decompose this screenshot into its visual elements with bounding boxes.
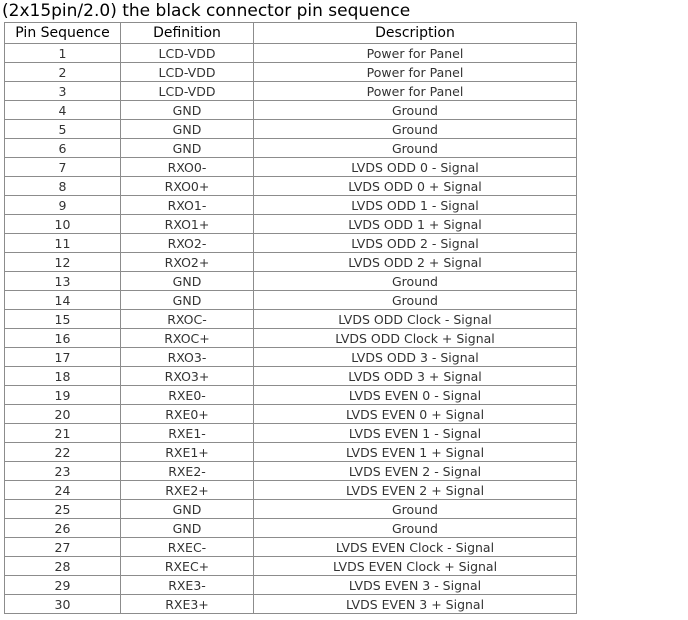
table-row bbox=[5, 519, 577, 538]
cell-definition: LCD-VDD bbox=[121, 44, 254, 63]
table-row bbox=[5, 329, 577, 348]
cell-pin-sequence: 28 bbox=[5, 557, 121, 576]
cell-description: LVDS EVEN 3 + Signal bbox=[254, 595, 577, 614]
table-row bbox=[5, 253, 577, 272]
cell-description: LVDS EVEN 3 - Signal bbox=[254, 576, 577, 595]
table-row bbox=[5, 443, 577, 462]
table-row bbox=[5, 196, 577, 215]
table-row bbox=[5, 291, 577, 310]
cell-description: Ground bbox=[254, 101, 577, 120]
cell-definition: GND bbox=[121, 272, 254, 291]
cell-definition: RXO1- bbox=[121, 196, 254, 215]
cell-definition: RXOC+ bbox=[121, 329, 254, 348]
cell-definition: RXO0- bbox=[121, 158, 254, 177]
cell-pin-sequence: 23 bbox=[5, 462, 121, 481]
cell-pin-sequence: 11 bbox=[5, 234, 121, 253]
table-row bbox=[5, 120, 577, 139]
table-row bbox=[5, 234, 577, 253]
table-row bbox=[5, 348, 577, 367]
cell-definition: RXE1+ bbox=[121, 443, 254, 462]
cell-pin-sequence: 26 bbox=[5, 519, 121, 538]
pin-sequence-table bbox=[4, 22, 577, 614]
table-row bbox=[5, 538, 577, 557]
cell-definition: GND bbox=[121, 291, 254, 310]
cell-pin-sequence: 19 bbox=[5, 386, 121, 405]
cell-definition: RXE3- bbox=[121, 576, 254, 595]
table-row bbox=[5, 44, 577, 63]
cell-pin-sequence: 20 bbox=[5, 405, 121, 424]
table-row bbox=[5, 272, 577, 291]
cell-description: LVDS ODD 2 + Signal bbox=[254, 253, 577, 272]
cell-pin-sequence: 16 bbox=[5, 329, 121, 348]
cell-pin-sequence: 7 bbox=[5, 158, 121, 177]
cell-definition: RXEC+ bbox=[121, 557, 254, 576]
cell-pin-sequence: 29 bbox=[5, 576, 121, 595]
table-row bbox=[5, 424, 577, 443]
cell-definition: GND bbox=[121, 519, 254, 538]
cell-description: LVDS EVEN 1 + Signal bbox=[254, 443, 577, 462]
table-row bbox=[5, 63, 577, 82]
cell-pin-sequence: 5 bbox=[5, 120, 121, 139]
cell-definition: RXO0+ bbox=[121, 177, 254, 196]
table-row bbox=[5, 405, 577, 424]
cell-description: LVDS ODD 3 + Signal bbox=[254, 367, 577, 386]
cell-description: LVDS EVEN 2 + Signal bbox=[254, 481, 577, 500]
table-row bbox=[5, 82, 577, 101]
cell-definition: RXO2+ bbox=[121, 253, 254, 272]
cell-definition: RXE1- bbox=[121, 424, 254, 443]
cell-description: LVDS ODD 0 + Signal bbox=[254, 177, 577, 196]
cell-description: LVDS ODD 0 - Signal bbox=[254, 158, 577, 177]
cell-description: Power for Panel bbox=[254, 63, 577, 82]
table-row bbox=[5, 557, 577, 576]
cell-definition: RXO3- bbox=[121, 348, 254, 367]
cell-definition: GND bbox=[121, 500, 254, 519]
cell-pin-sequence: 15 bbox=[5, 310, 121, 329]
cell-description: LVDS ODD 2 - Signal bbox=[254, 234, 577, 253]
header-row bbox=[5, 23, 577, 44]
table-row bbox=[5, 310, 577, 329]
cell-description: Ground bbox=[254, 519, 577, 538]
table-row bbox=[5, 595, 577, 614]
table-row bbox=[5, 215, 577, 234]
cell-pin-sequence: 25 bbox=[5, 500, 121, 519]
cell-definition: RXOC- bbox=[121, 310, 254, 329]
cell-description: LVDS ODD Clock + Signal bbox=[254, 329, 577, 348]
cell-pin-sequence: 4 bbox=[5, 101, 121, 120]
cell-definition: GND bbox=[121, 101, 254, 120]
table-row bbox=[5, 386, 577, 405]
cell-description: Power for Panel bbox=[254, 44, 577, 63]
cell-definition: RXE2- bbox=[121, 462, 254, 481]
table-row bbox=[5, 101, 577, 120]
cell-definition: LCD-VDD bbox=[121, 63, 254, 82]
header-definition: Definition bbox=[121, 23, 254, 44]
table-row bbox=[5, 158, 577, 177]
cell-description: LVDS EVEN Clock - Signal bbox=[254, 538, 577, 557]
header-description: Description bbox=[254, 23, 577, 44]
cell-pin-sequence: 18 bbox=[5, 367, 121, 386]
cell-pin-sequence: 12 bbox=[5, 253, 121, 272]
cell-definition: GND bbox=[121, 139, 254, 158]
table-header bbox=[5, 23, 577, 44]
cell-definition: RXE0+ bbox=[121, 405, 254, 424]
cell-pin-sequence: 10 bbox=[5, 215, 121, 234]
cell-pin-sequence: 6 bbox=[5, 139, 121, 158]
table-row bbox=[5, 500, 577, 519]
cell-definition: RXO1+ bbox=[121, 215, 254, 234]
cell-pin-sequence: 14 bbox=[5, 291, 121, 310]
cell-pin-sequence: 30 bbox=[5, 595, 121, 614]
table-row bbox=[5, 576, 577, 595]
cell-description: LVDS ODD Clock - Signal bbox=[254, 310, 577, 329]
cell-pin-sequence: 27 bbox=[5, 538, 121, 557]
table-row bbox=[5, 139, 577, 158]
cell-pin-sequence: 22 bbox=[5, 443, 121, 462]
cell-pin-sequence: 24 bbox=[5, 481, 121, 500]
table-row bbox=[5, 481, 577, 500]
cell-definition: GND bbox=[121, 120, 254, 139]
header-pin-sequence: Pin Sequence bbox=[5, 23, 121, 44]
cell-definition: RXO2- bbox=[121, 234, 254, 253]
cell-description: LVDS EVEN 0 - Signal bbox=[254, 386, 577, 405]
cell-description: LVDS EVEN Clock + Signal bbox=[254, 557, 577, 576]
page-title: (2x15pin/2.0) the black connector pin sequence bbox=[2, 1, 411, 21]
cell-definition: RXO3+ bbox=[121, 367, 254, 386]
cell-definition: RXE2+ bbox=[121, 481, 254, 500]
cell-pin-sequence: 9 bbox=[5, 196, 121, 215]
cell-pin-sequence: 17 bbox=[5, 348, 121, 367]
table-row bbox=[5, 462, 577, 481]
cell-pin-sequence: 1 bbox=[5, 44, 121, 63]
cell-definition: RXE0- bbox=[121, 386, 254, 405]
cell-definition: RXEC- bbox=[121, 538, 254, 557]
cell-pin-sequence: 21 bbox=[5, 424, 121, 443]
cell-description: LVDS EVEN 1 - Signal bbox=[254, 424, 577, 443]
cell-pin-sequence: 13 bbox=[5, 272, 121, 291]
cell-description: Ground bbox=[254, 291, 577, 310]
table-row bbox=[5, 367, 577, 386]
cell-description: Ground bbox=[254, 272, 577, 291]
cell-pin-sequence: 2 bbox=[5, 63, 121, 82]
cell-description: LVDS ODD 1 + Signal bbox=[254, 215, 577, 234]
cell-description: Power for Panel bbox=[254, 82, 577, 101]
cell-pin-sequence: 3 bbox=[5, 82, 121, 101]
cell-description: Ground bbox=[254, 139, 577, 158]
cell-description: Ground bbox=[254, 120, 577, 139]
cell-definition: RXE3+ bbox=[121, 595, 254, 614]
cell-description: LVDS EVEN 0 + Signal bbox=[254, 405, 577, 424]
cell-description: LVDS ODD 1 - Signal bbox=[254, 196, 577, 215]
cell-description: LVDS EVEN 2 - Signal bbox=[254, 462, 577, 481]
table-row bbox=[5, 177, 577, 196]
cell-description: LVDS ODD 3 - Signal bbox=[254, 348, 577, 367]
cell-pin-sequence: 8 bbox=[5, 177, 121, 196]
cell-description: Ground bbox=[254, 500, 577, 519]
cell-definition: LCD-VDD bbox=[121, 82, 254, 101]
table-body bbox=[5, 44, 577, 614]
